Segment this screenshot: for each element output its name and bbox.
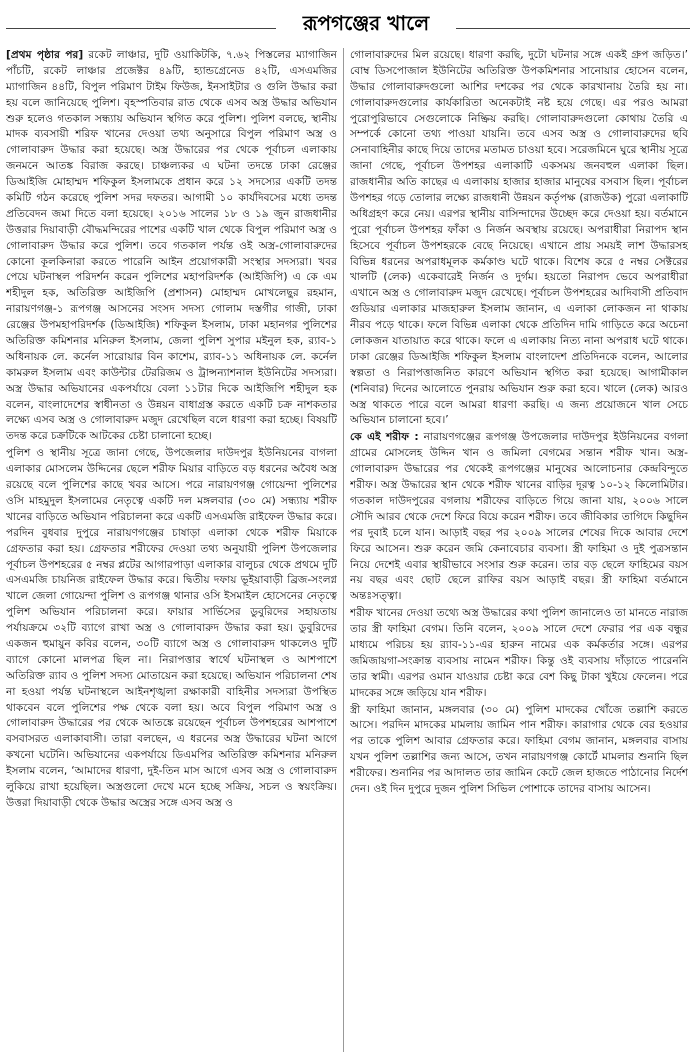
headline-box bbox=[276, 2, 456, 48]
column-divider bbox=[343, 48, 344, 1052]
byline-paragraph bbox=[350, 430, 688, 605]
paragraph-text: নারায়ণগঞ্জের রূপগঞ্জ উপজেলার দাউদপুর ইউনিয়নের বগলা গ্রামের মোসলেহ উদ্দিন খান ও জমিলা বেগমের সন্তান শরীফ খান। অস্ত্র-গোলাবারুদ উদ্ধারের পর থেকেই রূপগঞ্জের মানুষের আলোচনার কেন্দ্রবিন্দুতে শরীফ। অস্ত্র উদ্ধারের স্থান থেকে শরীফ খানের বাড়ির দূরত্ব ১০-১২ কিলোমিটার। গতকাল দাউদপুরের বগলায় শরীফের বাড়িতে গিয়ে জানা যায়, ২০০৬ সালে সৌদি আরব থেকে দেশে ফিরে বিয়ে করেন শরীফ। তবে জীবিকার তাগিদে কিছুদিন পর দুবাই চলে যান। আড়াই বছর পর ২০০৯ সালের শেষের দিকে আবার দেশে ফিরে আসেন। শুরু করেন জমি কেনাবেচার ব্যবসা। স্ত্রী ফাহিমা ও দুই পুত্রসন্তান নিয়ে দেশেই এবার স্থায়ীভাবে সংসার শুরু করেন। তার বড় ছেলে ফাহিমের বয়স নয় বছর এবং ছোট ছেলে রাফির বয়স আড়াই বছর। স্ত্রী ফাহিমা বর্তমানে অন্তঃসত্ত্বা। bbox=[350, 431, 688, 603]
paragraph: শরীফ খানের দেওয়া তথ্যে অস্ত্র উদ্ধারের কথা পুলিশ জানালেও তা মানতে নারাজ তার স্ত্রী ফাহিমা বেগম। তিনি বলেন, ২০০৯ সালে দেশে ফেরার পর এক বন্ধুর মাধ্যমে পরিচয় হয় র‌্যাব-১১-এর হারুন নামের এক কর্মকর্তার সঙ্গে। এরপর জমিজায়গা-সংক্রান্ত ব্যবসায় নামেন শরীফ। কিন্তু ওই ব্যবসায় দাঁড়াতে পারেননি তার স্বামী। এরপর ওমান যাওয়ার চেষ্টা করে বেশ কিছু টাকা খুইয়ে ফেলেন। পরে মাদকের সঙ্গে জড়িয়ে যান শরীফ। bbox=[350, 607, 688, 699]
paragraph-text: রকেট লাঞ্চার, দুটি ওয়াকিটকি, ৭.৬২ পিস্তলের ম্যাগাজিন পাঁচটি, রকেট লাঞ্চার প্রজেক্টর ৪৯টি, হ্যান্ডগ্রেনেড ৪২টি, এসএমজির ম্যাগাজিন ৪৪টি, বিপুল পরিমাণ টাইম ফিউজ, ইনসাইটার ও গুলি উদ্ধার করা হয় বলে জানিয়েছে পুলিশ। বৃহস্পতিবার রাত থেকে এসব অস্ত্র উদ্ধার অভিযান শুরু হলেও গতকাল সন্ধ্যায় অভিযান স্থগিত করে পুলিশ। পুলিশ বলছে, স্থানীয় মাদক ব্যবসায়ী শরিফ খানের দেওয়া তথ্য অনুসারে বিপুল পরিমাণ অস্ত্র ও গোলাবারুদ উদ্ধার করা হয়েছে। অস্ত্র উদ্ধারের পর থেকে পূর্বাচল এলাকায় জনমনে আতঙ্ক বিরাজ করছে। চাঞ্চল্যকর এ ঘটনা তদন্তে ঢাকা রেঞ্জের ডিআইজি মোহাম্মদ শফিকুল ইসলামকে প্রধান করে ১২ সদস্যের একটি তদন্ত কমিটি গঠন করেছে পুলিশ সদর দফতর। আগামী ১০ কার্যদিবসের মধ্যে তদন্ত প্রতিবেদন জমা দিতে বলা হয়েছে। ২০১৬ সালের ১৮ ও ১৯ জুন রাজধানীর উত্তরার দিয়াবাড়ী বৌদ্ধমন্দিরের পাশের একটি খাল থেকে বিপুল পরিমাণ অস্ত্র ও গোলাবারুদ উদ্ধার করে পুলিশ। তবে গতকাল পর্যন্ত ওই অস্ত্র-গোলাবারুদের কোনো কূলকিনারা করতে পারেনি আইন প্রয়োগকারী সংস্থার সদস্যরা। খবর পেয়ে ঘটনাস্থল পরিদর্শন করেন পুলিশের মহাপরিদর্শক (আইজিপি) এ কে এম শহীদুল হক, অতিরিক্ত আইজিপি (প্রশাসন) মোহাম্মদ মোখলেছুর রহমান, নারায়ণগঞ্জ-১ রূপগঞ্জ আসনের সংসদ সদস্য গোলাম দস্তগীর গাজী, ঢাকা রেঞ্জের উপমহাপরিদর্শক (ডিআইজি) শফিকুল ইসলাম, ঢাকা মহানগর পুলিশের অতিরিক্ত কমিশনার মনিরুল ইসলাম, জেলা পুলিশ সুপার মইনুল হক, র‌্যাব-১ অধিনায়ক লে. কর্নেল সারোয়ার বিন কাশেম, র‌্যাব-১১ অধিনায়ক লে. কর্নেল কামরুল ইসলাম এবং কাউন্টার টেররিজম ও ট্রান্সন্যাশনাল ইউনিটের সদস্যরা। অস্ত্র উদ্ধার অভিযানের একপর্যায়ে বেলা ১১টার দিকে আইজিপি শহীদুল হক বলেন, বাংলাদেশের স্বাধীনতা ও উন্নয়ন বাধাগ্রস্ত করতে একটি চক্র নাশকতার লক্ষ্যে এসব অস্ত্র ও গোলাবারুদ মজুদ রেখেছিল বলে ধারণা করা হচ্ছে। বিষয়টি তদন্ত করে চক্রটিকে আটকের চেষ্টা চালানো হচ্ছে। bbox=[6, 49, 337, 443]
paragraph: পুলিশ ও স্থানীয় সূত্রে জানা গেছে, উপজেলার দাউদপুর ইউনিয়নের বাগলা এলাকার মোসলেম উদ্দিনের ছেলে শরীফ মিয়ার বাড়িতে বড় ধরনের অবৈধ অস্ত্র রয়েছে বলে পুলিশের কাছে খবর আসে। পরে নারায়ণগঞ্জ গোয়েন্দা পুলিশের ওসি মাহমুদুল ইসলামের নেতৃত্বে একটি দল মঙ্গলবার (৩০ মে) সন্ধ্যায় শরীফ খানের বাড়িতে অভিযান পরিচালনা করে একটি এসএমজি রাইফেল উদ্ধার করে। পরদিন বুধবার দুপুরে নারায়ণগঞ্জের চাষাড়া এলাকা থেকে শরীফ মিয়াকে গ্রেফতার করা হয়। গ্রেফতার শরীফের দেওয়া তথ্য অনুযায়ী পুলিশ উপজেলার পূর্বাচল উপশহরের ৫ নম্বর প্লটের আগারপাড়া এলাকার বালুচর থেকে প্রথমে দুটি এসএমজি চায়নিজ রাইফেল উদ্ধার করে। দ্বিতীয় দফায় ভূইয়াবাড়ী ব্রিজ-সংলগ্ন খালে জেলা গোয়েন্দা পুলিশ ও রূপগঞ্জ থানার ওসি ইসমাইল হোসেনের নেতৃত্বে পুলিশ অভিযান পরিচালনা করে। ফায়ার সার্ভিসের ডুবুরিদের সহায়তায় পর্যায়ক্রমে ৩২টি ব্যাগে রাখা অস্ত্র ও গোলাবারুদ উদ্ধার করা হয়। ডুবুরিদের একজন হুমায়ুন কবির বলেন, ৩০টি ব্যাগে অস্ত্র ও গোলাবারুদ থাকলেও দুটি ব্যাগে কোনো মালপত্র ছিল না। নিরাপত্তার স্বার্থে ঘটনাস্থল ও আশপাশে অতিরিক্ত র‌্যাব ও পুলিশ সদস্য মোতায়েন করা হয়েছে। অভিযান পরিচালনা শেষ না হওয়া পর্যন্ত ঘটনাস্থলে আইনশৃঙ্খলা রক্ষাকারী বাহিনীর সদস্যরা উপস্থিত থাকবেন বলে পুলিশের পক্ষ থেকে বলা হয়। অবে বিপুল পরিমাণ অস্ত্র ও গোলাবারুদ উদ্ধারের পর থেকে আতঙ্কে রয়েছেন পূর্বাচল উপশহরের আশপাশে বসবাসরত এলাকাবাসী। তারা বলছেন, এ ধরনের অস্ত্র উদ্ধারের ঘটনা আগে কখনো ঘটেনি। অভিযানের একপর্যায়ে ডিএমপির অতিরিক্ত কমিশনার মনিরুল ইসলাম বলেন, ‘আমাদের ধারণা, দুই-তিন মাস আগে এসব অস্ত্র ও গোলাবারুদ লুকিয়ে রাখা হয়েছিল। অস্ত্রগুলো দেখে মনে হচ্ছে সক্রিয়, সচল ও স্বয়ংক্রিয়। উত্তরা দিয়াবাড়ী থেকে উদ্ধার অস্ত্রের সঙ্গে এসব অস্ত্র ও bbox=[6, 447, 337, 809]
section-byline: কে এই শরীফ : bbox=[350, 431, 419, 444]
left-column bbox=[6, 48, 337, 1052]
continuation-lead: [প্রথম পৃষ্ঠার পর] bbox=[6, 49, 84, 61]
paragraph: স্ত্রী ফাহিমা জানান, মঙ্গলবার (৩০ মে) পুলিশ মাদকের খোঁজে তল্লাশি করতে আসে। পরদিন মাদকের মামলায় জামিন পান শরীফ। কারাগার থেকে বের হওয়ার পর তাকে পুলিশ আবার গ্রেফতার করে। ফাহিমা বেগম জানান, মঙ্গলবার বাসায় যখন পুলিশ তল্লাশির জন্য আসে, তখন নারায়ণগঞ্জ কোর্টে মামলার শুনানি ছিল শরীফের। শুনানির পর আদালত তার জামিন কেটে জেল হাজতে পাঠানোর নির্দেশ দেন। ওই দিন দুপুরে দুজন পুলিশ সিভিল পোশাকে তাদের বাসায় আসেন। bbox=[350, 703, 688, 795]
paragraph: গোলাবারুদের মিল রয়েছে। ধারণা করছি, দুটো ঘটনার সঙ্গে একই গ্রুপ জড়িত।’ বোম্ব ডিসপোজাল ইউনিটের অতিরিক্ত উপকমিশনার সানোয়ার হোসেন বলেন, উদ্ধার গোলাবারুদগুলো আশির দশকের পর থেকে কারখানায় তৈরি হয় না। গোলাবারুদগুলোর কার্যকারিতা অনেকটাই নষ্ট হয়ে গেছে। এর পরও আমরা পুরোপুরিভাবে সেগুলোকে নিষ্ক্রিয় করছি। গোলাবারুদগুলো কোথায় তৈরি এ সম্পর্কে কোনো তথ্য পাওয়া যায়নি। তবে এসব অস্ত্র ও গোলাবারুদের ছবি সেনাবাহিনীর কাছে দিয়ে তাদের মতামত চাওয়া হবে। সরেজমিনে ঘুরে স্থানীয় সূত্রে জানা গেছে, পূর্বাচল উপশহর এলাকাটি একসময় জনবহুল এলাকা ছিল। রাজধানীর অতি কাছের এ এলাকায় হাজার হাজার মানুষের বসবাস ছিল। পূর্বাচল উপশহর গড়ে তোলার লক্ষ্যে রাজধানী উন্নয়ন কর্তৃপক্ষ (রাজউক) পুরো এলাকাটি অধিগ্রহণ করে নেয়। এরপর স্থানীয় বাসিন্দাদের উচ্ছেদ করে দেওয়া হয়। বর্তমানে পুরো পূর্বাচল উপশহর ফাঁকা ও নির্জন অবস্থায় রয়েছে। অপরাধীরা নিরাপদ স্থান হিসেবে পূর্বাচল উপশহরকে বেছে নিয়েছে। এখানে প্রায় সময়ই লাশ উদ্ধারসহ বিভিন্ন ধরনের অপরাধমূলক কর্মকাণ্ড ঘটে থাকে। বিশেষ করে ৫ নম্বর সেক্টরের খালটি (লেক) একেবারেই নির্জন ও দুর্গম। হয়তো নিরাপদ ভেবে অপরাধীরা এখানে অস্ত্র ও গোলাবারুদ মজুদ রেখেছে। পূর্বাচল উপশহরের আদিবাসী প্রতিবাদ গুডিয়ার এলাকার মাজহারুল ইসলাম জানান, এ এলাকা লোকজন না থাকায় নীরব পড়ে থাকে। ফলে বিভিন্ন এলাকা থেকে প্রতিদিন দামি গাড়িতে করে অচেনা লোকজন যাতায়াত করে থাকে। ফলে এ এলাকায় নিত্য নানা অপরাধ ঘটে থাকে। ঢাকা রেঞ্জের ডিআইজি শফিকুল ইসলাম বাংলাদেশ প্রতিদিনকে বলেন, আলোর স্বল্পতা ও নিরাপত্তাজনিত কারণে অভিযান স্থগিত করা হয়েছে। আগামীকাল (শনিবার) দিনের আলোতে পুনরায় অভিযান শুরু করা হবে। খালে (লেক) আরও অস্ত্র থাকতে পারে বলে আমরা ধারণা করছি। এ জন্য প্রয়োজনে খাল সেচে অভিযান চালানো হবে।’ bbox=[350, 49, 688, 427]
headline: রূপগঞ্জের খালে bbox=[302, 10, 430, 35]
right-column bbox=[350, 48, 688, 1052]
lead-paragraph bbox=[6, 48, 337, 445]
